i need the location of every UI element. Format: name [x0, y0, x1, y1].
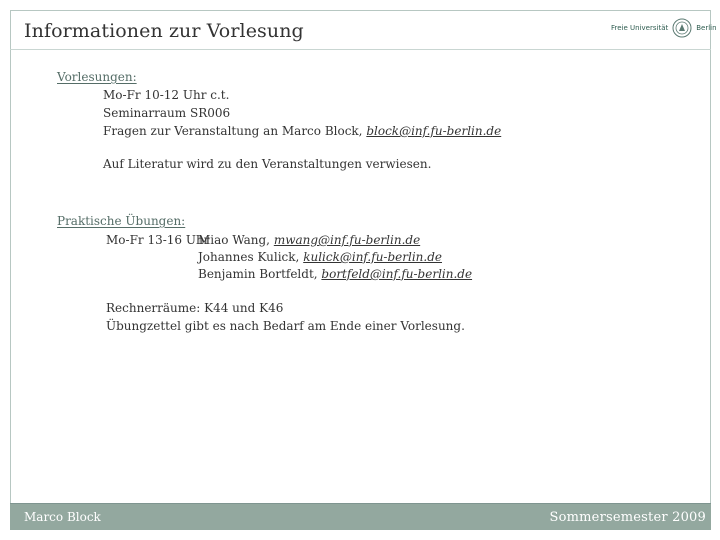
- logo-left-text: Freie Universität: [611, 24, 669, 32]
- logo-right-text: Berlin: [696, 24, 717, 32]
- tutor-item: [198, 231, 420, 249]
- tutor-name: Johannes Kulick,: [198, 250, 304, 264]
- exercises-time: Mo-Fr 13-16 Uhr: [106, 233, 210, 247]
- tutor-email-link[interactable]: mwang@inf.fu-berlin.de: [273, 233, 421, 247]
- title-divider: [10, 49, 711, 50]
- slide-title: Informationen zur Vorlesung: [24, 20, 304, 42]
- exercise-sheets: Übungzettel gibt es nach Bedarf am Ende einer Vorlesung.: [106, 319, 465, 333]
- university-logo: [611, 17, 717, 39]
- tutor-item: [198, 248, 442, 266]
- university-seal-icon: [672, 18, 692, 38]
- lecture-time: Mo-Fr 10-12 Uhr c.t.: [103, 88, 230, 102]
- tutor-item: [198, 265, 472, 283]
- footer-author: Marco Block: [24, 510, 101, 524]
- lecture-heading: Vorlesungen:: [57, 70, 137, 84]
- tutor-name: Miao Wang,: [198, 233, 274, 247]
- lecture-questions: [103, 122, 501, 140]
- tutor-email-link[interactable]: bortfeld@inf.fu-berlin.de: [321, 267, 473, 281]
- exercises-heading: Praktische Übungen:: [57, 214, 186, 228]
- lecture-room: Seminarraum SR006: [103, 106, 231, 120]
- lecture-email-link[interactable]: block@inf.fu-berlin.de: [366, 124, 502, 138]
- tutor-name: Benjamin Bortfeldt,: [198, 267, 322, 281]
- exercise-rooms: Rechnerräume: K44 und K46: [106, 301, 284, 315]
- tutor-email-link[interactable]: kulick@inf.fu-berlin.de: [303, 250, 442, 264]
- lecture-literature: Auf Literatur wird zu den Veranstaltungen verwiesen.: [103, 157, 432, 171]
- footer-term: Sommersemester 2009: [549, 510, 706, 525]
- lecture-questions-text: Fragen zur Veranstaltung an Marco Block,: [103, 124, 367, 138]
